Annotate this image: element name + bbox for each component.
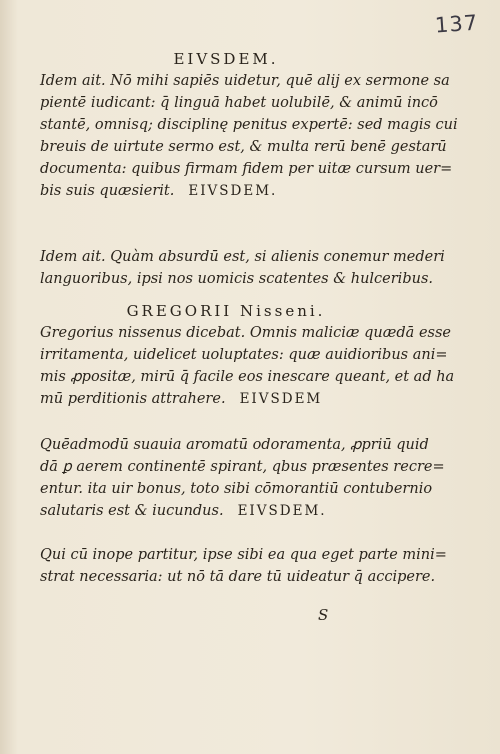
text-line: Idem ait. Quàm absurdū est, si alienis conemur mederi [40, 249, 445, 265]
text-line: Quēadmodū suauia aromatū odoramenta, ꝓpriū quid [40, 437, 429, 453]
section-heading-inline: EIVSDEM [239, 391, 323, 407]
text-line: documenta: quibus firmam fidem per uitæ cursum uer= [40, 161, 453, 177]
text-line: Gregorius nissenus dicebat. Omnis maliciæ quædā esse [40, 325, 451, 341]
text-line [40, 500, 412, 522]
section-eiusdem-3 [40, 434, 445, 522]
section-heading: GREGORII Nisseni. [126, 302, 326, 320]
text-line: languoribus, ipsi nos uomicis scatentes & hulceribus. [40, 271, 433, 287]
text-line: stantē, omnisq; disciplinę penitus expertē: sed magis cui [40, 117, 458, 133]
text-line: Qui cū inope partitur, ipse sibi ea qua eget parte mini= [40, 547, 447, 563]
text-line: irritamenta, uidelicet uoluptates: quæ auidioribus ani= [40, 347, 448, 363]
section-heading: EIVSDEM. [173, 50, 279, 68]
section-eiusdem-2 [40, 246, 445, 290]
text-fragment: bis suis quæsierit. [40, 183, 175, 199]
text-line: dā ꝑ aerem continentē spirant, qbus præsentes recre= [40, 459, 445, 475]
text-fragment: salutaris est & iucundus. [40, 503, 224, 519]
text-line: mis ꝓpositæ, mirū q̄ facile eos inescare queant, et ad ha [40, 369, 455, 385]
text-fragment: mū perditionis attrahere. [40, 391, 226, 407]
text-line: entur. ita uir bonus, toto sibi cōmorantiū contubernio [40, 481, 433, 497]
text-line: strat necessaria: ut nō tā dare tū uideatur q̄ accipere. [40, 569, 436, 585]
section-heading-inline: EIVSDEM. [237, 503, 327, 519]
section-eiusdem-4 [40, 544, 447, 588]
text-line: breuis de uirtute sermo est, & multa rerū benē gestarū [40, 139, 447, 155]
text-line: Idem ait. Nō mihi sapiēs uidetur, quē alij ex sermone sa [40, 73, 450, 89]
signature-mark: S [318, 606, 329, 624]
text-line [40, 388, 412, 410]
section-heading-inline: EIVSDEM. [188, 183, 278, 199]
section-gregorii [40, 300, 455, 410]
text-line [40, 180, 412, 202]
section-eiusdem-1 [40, 48, 458, 202]
text-line: pientē iudicant: q̄ linguā habet uolubilē, & animū incō [40, 95, 438, 111]
folio-number: 137 [434, 10, 479, 38]
